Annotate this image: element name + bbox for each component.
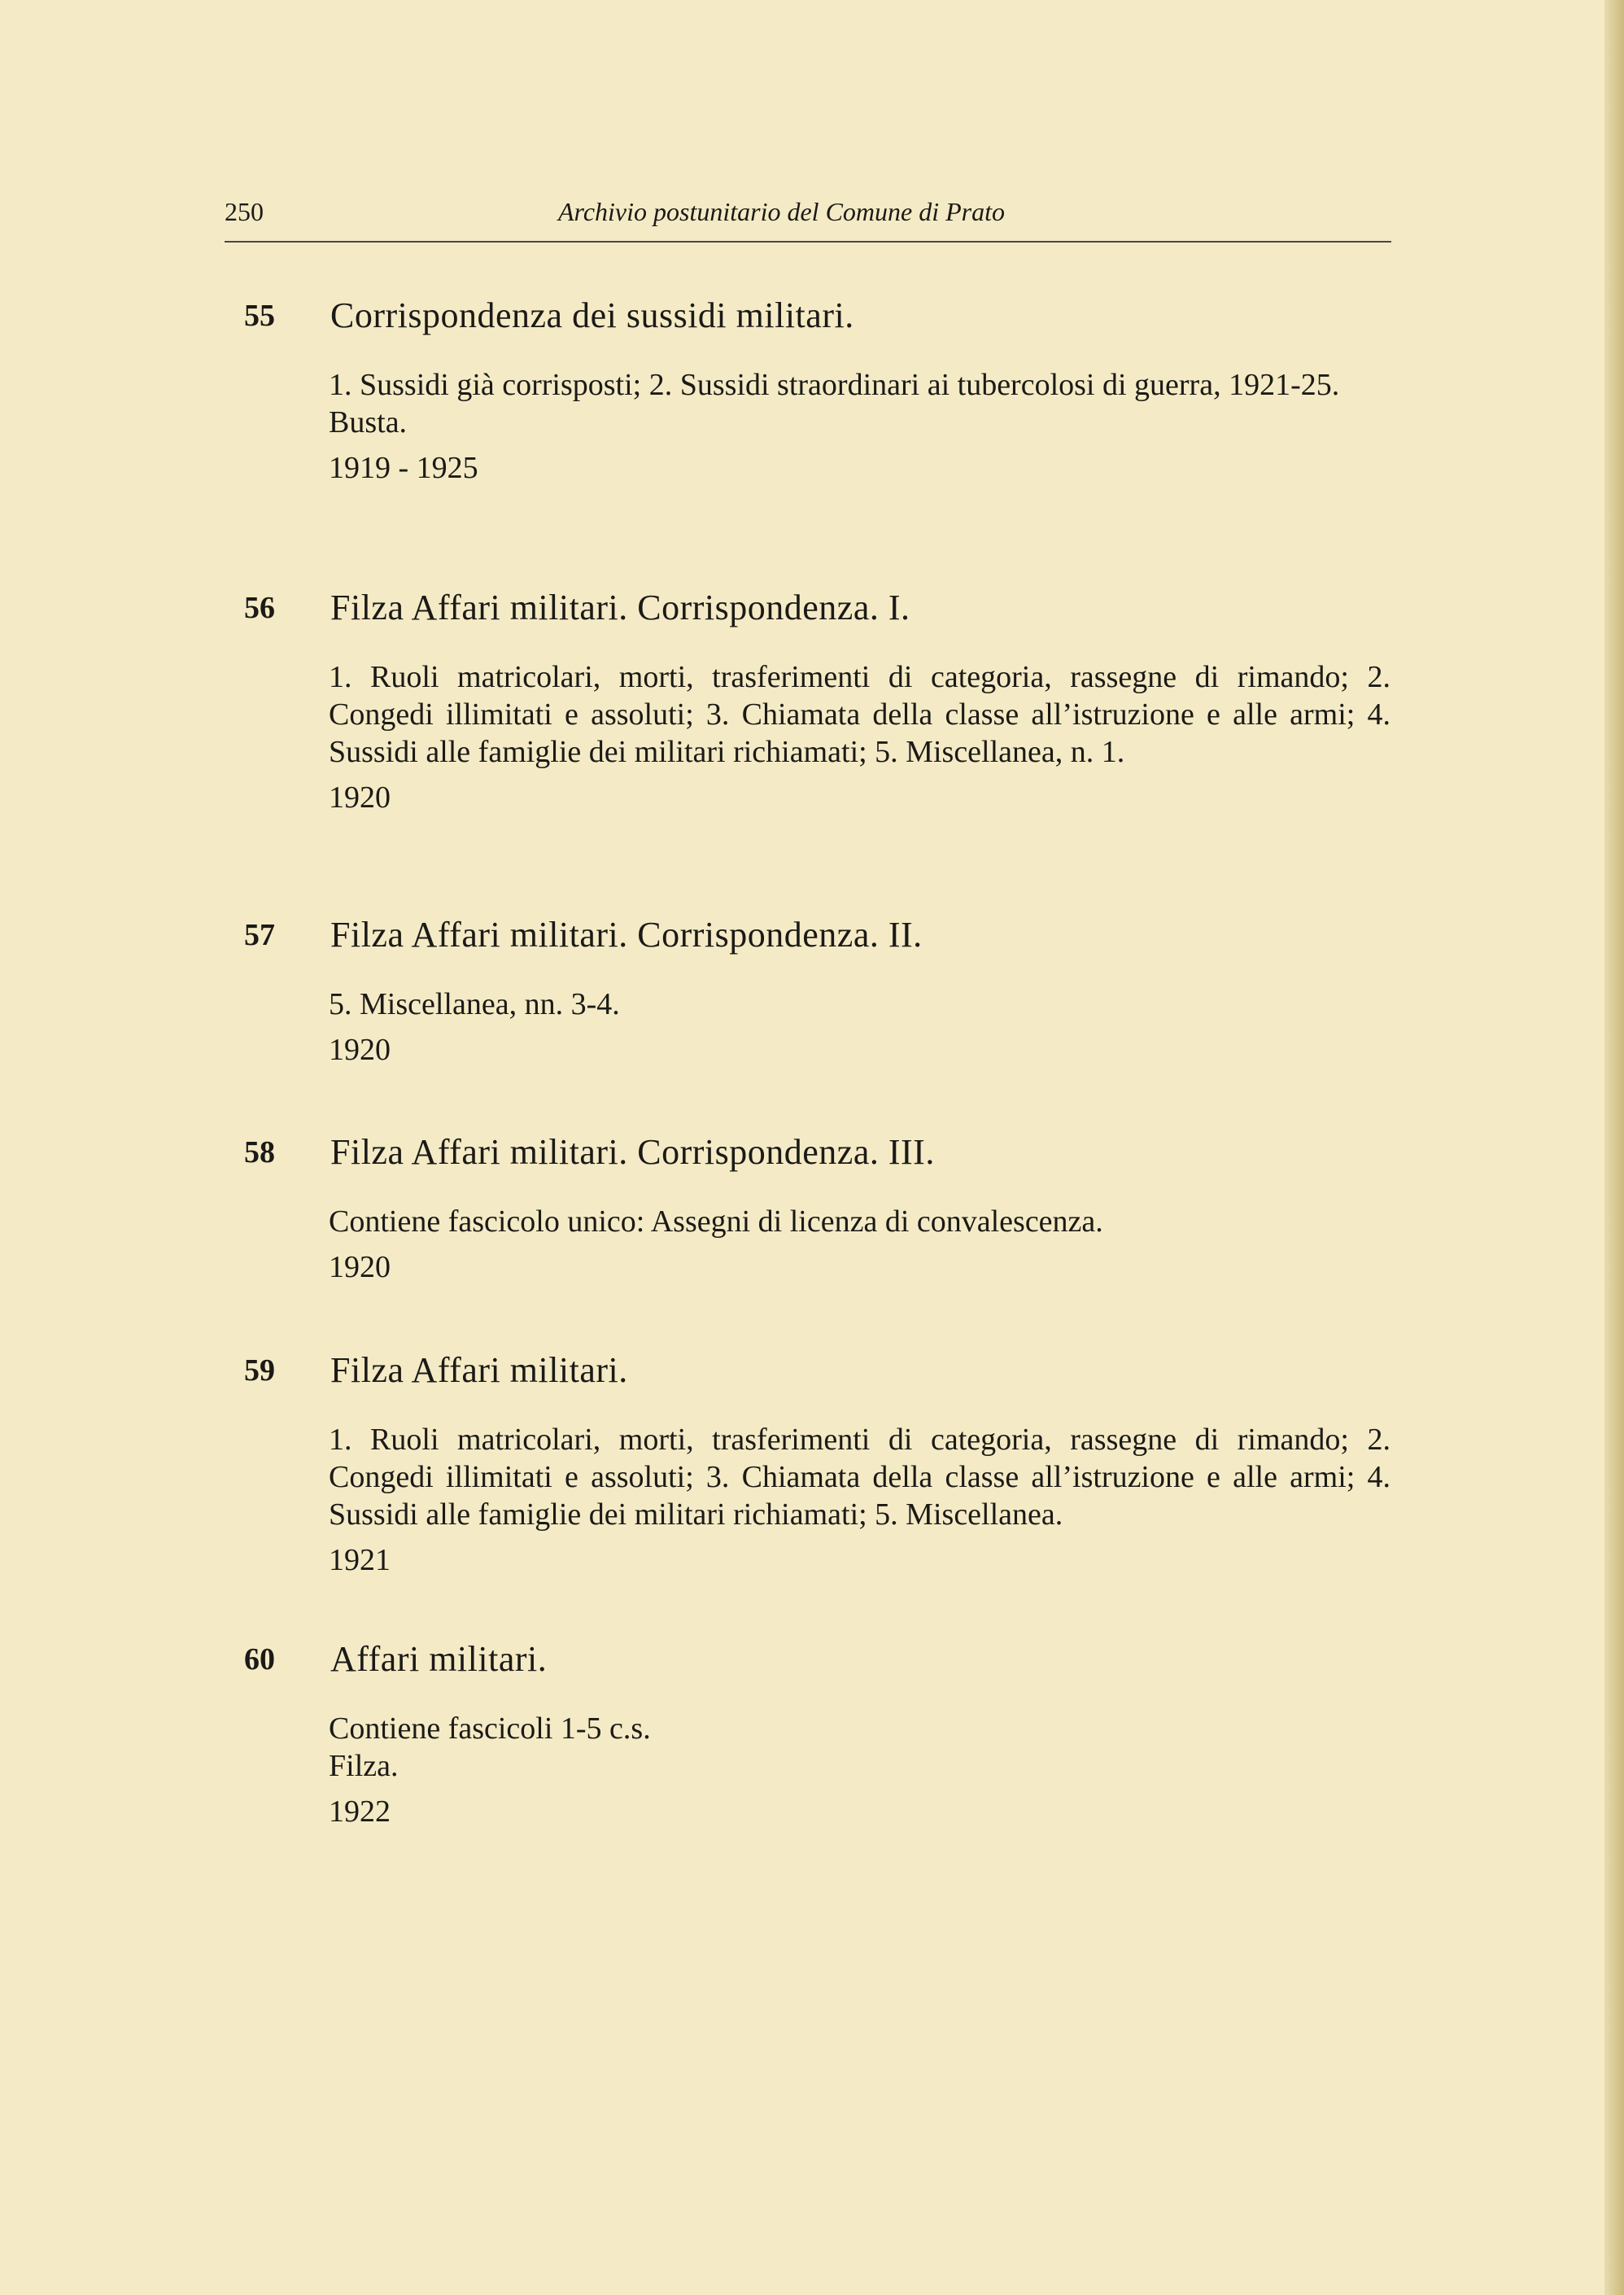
page-header: [225, 192, 1391, 243]
entry-body: [329, 366, 1390, 487]
entry-number: 56: [244, 591, 275, 625]
entry-physical-unit: Busta.: [329, 405, 408, 439]
entry-title: Filza Affari militari. Corrispondenza. II.: [330, 915, 923, 955]
entry-number: 60: [244, 1642, 275, 1676]
running-title: Archivio postunitario del Comune di Prato: [558, 197, 1005, 226]
entry-number: 57: [244, 918, 275, 952]
entry-body: [329, 1710, 1390, 1830]
entry-description: 1. Ruoli matricolari, morti, trasferimenti di categoria, rassegne di rimando; 2. Congedi illimitati e assoluti; 3. Chiamata della classe all’istruzione e alle armi; 4. Sussidi alle famiglie dei militari richiamati; 5. Miscellanea, n. 1.: [329, 660, 1390, 769]
entry-date: 1921: [329, 1543, 391, 1577]
entry-number: 59: [244, 1353, 275, 1388]
entry-title: Filza Affari militari. Corrispondenza. III.: [330, 1132, 935, 1172]
entry-description: 1. Sussidi già corrisposti; 2. Sussidi straordinari ai tubercolosi di guerra, 1921-25.: [329, 368, 1340, 402]
entry-date: 1920: [329, 780, 391, 815]
entry-number: 58: [244, 1135, 275, 1169]
entry-physical-unit: Filza.: [329, 1749, 399, 1783]
entry-title: Corrispondenza dei sussidi militari.: [330, 295, 854, 335]
entry-description: Contiene fascicolo unico: Assegni di licenza di convalescenza.: [329, 1204, 1103, 1239]
entry-date: 1920: [329, 1250, 391, 1284]
entry-date: 1919 - 1925: [329, 451, 478, 485]
entry-number: 55: [244, 299, 275, 333]
entry-body: [329, 658, 1390, 816]
entry-body: [329, 1203, 1390, 1286]
entry-body: [329, 1421, 1390, 1579]
entry-title: Filza Affari militari. Corrispondenza. I.: [330, 588, 910, 627]
page-edge: [1604, 0, 1624, 2295]
entry-title: Filza Affari militari.: [330, 1350, 628, 1390]
entry-description: 5. Miscellanea, nn. 3-4.: [329, 987, 620, 1021]
entry-description: Contiene fascicoli 1-5 c.s.: [329, 1711, 651, 1746]
entry-date: 1922: [329, 1794, 391, 1829]
entry-title: Affari militari.: [330, 1639, 548, 1679]
entry-body: [329, 986, 1390, 1069]
entry-description: 1. Ruoli matricolari, morti, trasferimenti di categoria, rassegne di rimando; 2. Congedi illimitati e assoluti; 3. Chiamata della classe all’istruzione e alle armi; 4. Sussidi alle famiglie dei militari richiamati; 5. Miscellanea.: [329, 1423, 1390, 1532]
page-number: 250: [225, 197, 264, 226]
entry-date: 1920: [329, 1033, 391, 1067]
